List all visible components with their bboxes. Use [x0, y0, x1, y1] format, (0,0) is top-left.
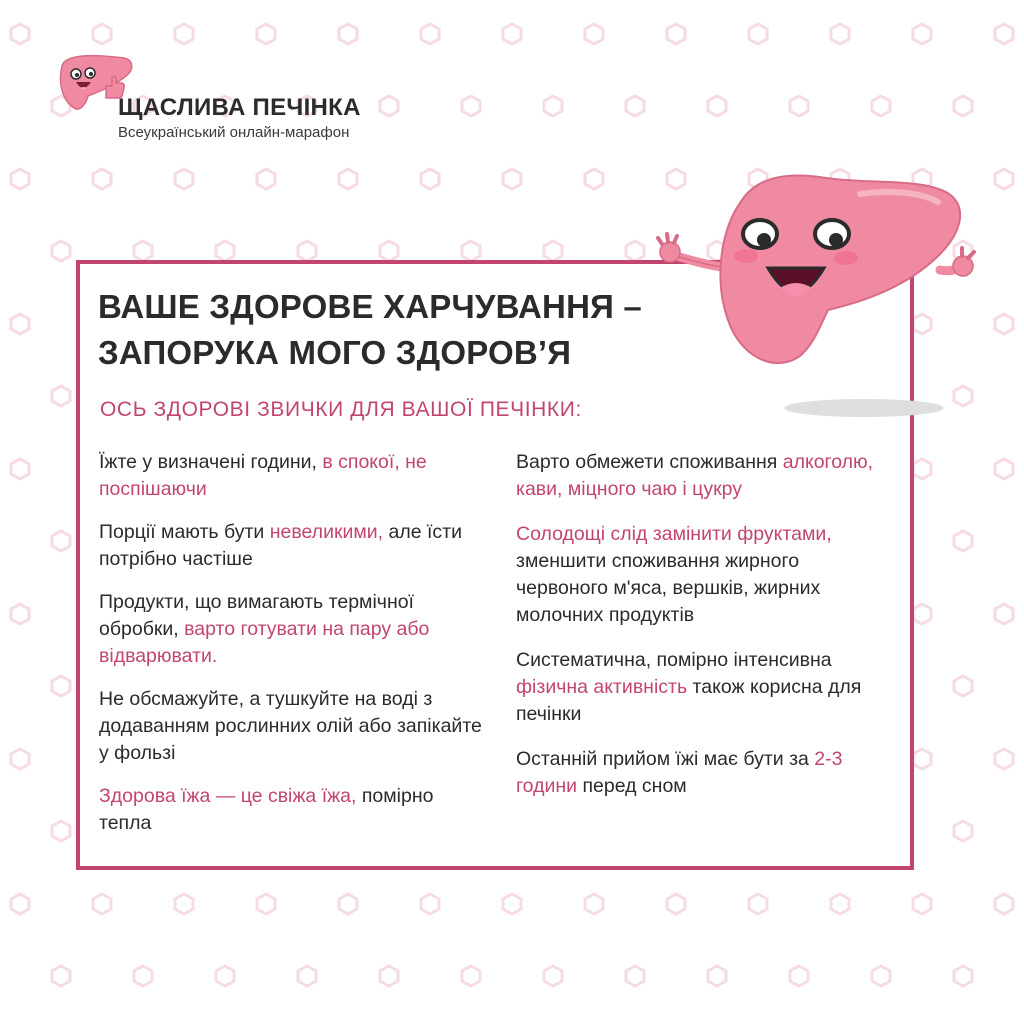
tip-text: перед сном — [577, 775, 687, 797]
brand-header — [54, 52, 394, 142]
tip-highlight: алкоголю, кави, міцного чаю і цукру — [516, 451, 874, 500]
tip-text: Останній прийом їжі має бути за — [516, 748, 815, 770]
brand-tagline: Всеукраїнський онлайн-марафон — [118, 124, 350, 141]
tip-highlight: в спокої, не поспішаючи — [99, 451, 427, 500]
tip-highlight: Солодощі слід замінити фруктами, — [516, 523, 832, 545]
page-title — [98, 284, 738, 376]
title-line-1: ВАШЕ ЗДОРОВЕ ХАРЧУВАННЯ – — [98, 288, 642, 325]
tip-item — [99, 686, 489, 767]
title-line-2: ЗАПОРУКА МОГО ЗДОРОВ’Я — [98, 334, 572, 371]
tip-text: зменшити споживання жирного червоного м'яса, вершків, жирних молочних продуктів — [516, 550, 821, 626]
brand-name: ЩАСЛИВА ПЕЧІНКА — [118, 94, 361, 121]
tip-text: Не обсмажуйте, а тушкуйте на воді з додаванням рослинних олій або запікайте у фользі — [99, 688, 482, 764]
tip-text: Порції мають бути — [99, 521, 270, 543]
tip-item — [516, 449, 896, 503]
tip-item — [516, 521, 896, 629]
tip-item — [99, 519, 489, 573]
tip-item — [516, 746, 896, 800]
tip-text: Варто обмежети споживання — [516, 451, 783, 473]
tips-column-right — [516, 449, 896, 818]
tip-highlight: фізична активність — [516, 676, 688, 698]
tip-text: помірно тепла — [99, 785, 434, 834]
tip-text: Систематична, помірно інтенсивна — [516, 649, 832, 671]
tip-text: але їсти потрібно частіше — [99, 521, 463, 570]
happy-liver-mascot-icon — [650, 160, 980, 430]
tip-item — [516, 647, 896, 728]
tip-highlight: варто готувати на пару або відварювати. — [99, 618, 430, 667]
tip-highlight: 2-3 години — [516, 748, 843, 797]
tip-highlight: невеликими, — [269, 521, 384, 543]
tips-column-left — [99, 449, 489, 853]
tip-highlight: Здорова їжа — це свіжа їжа, — [99, 785, 357, 807]
tip-item — [99, 589, 489, 670]
tip-text: також корисна для печінки — [516, 676, 862, 725]
tip-text: Продукти, що вимагають термічної обробки, — [99, 591, 414, 640]
section-subheading: ОСЬ ЗДОРОВІ ЗВИЧКИ ДЛЯ ВАШОЇ ПЕЧІНКИ: — [100, 398, 582, 421]
tip-item — [99, 783, 489, 837]
tip-item — [99, 449, 489, 503]
tip-text: Їжте у визначені години, — [99, 451, 323, 473]
